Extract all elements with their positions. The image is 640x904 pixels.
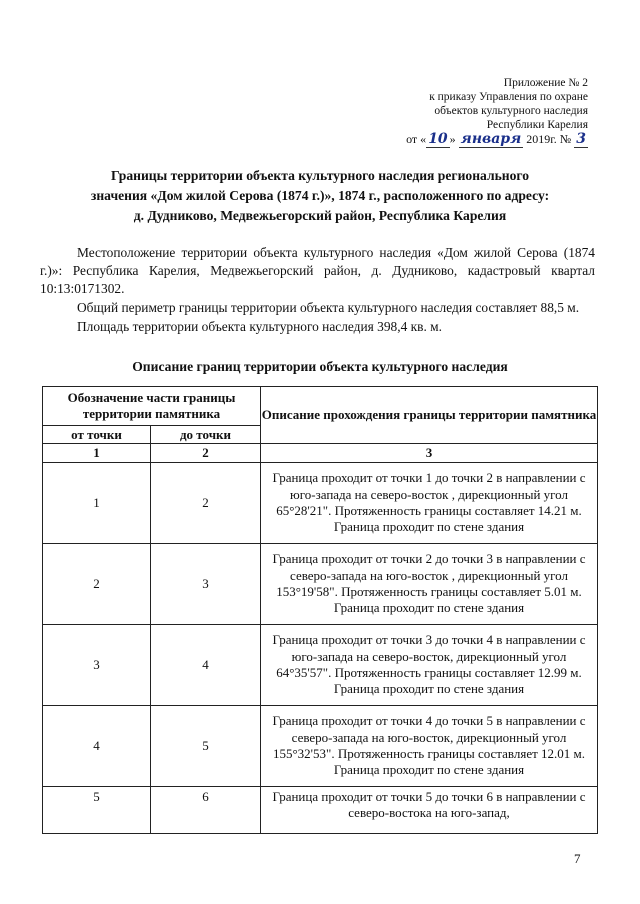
header-boundary-description: Описание прохождения границы территории памятника	[261, 387, 598, 444]
title-line-2: значения «Дом жилой Серова (1874 г.)», 1874 г., расположенного по адресу:	[90, 188, 550, 203]
from-point-cell: 5	[43, 787, 151, 834]
title-line-3: д. Дудниково, Медвежьегорский район, Республика Карелия	[133, 208, 507, 223]
column-number-row	[43, 444, 598, 463]
perimeter-paragraph: Общий периметр границы территории объекта культурного наследия составляет 88,5 м.	[77, 300, 580, 315]
title-line-1: Границы территории объекта культурного наследия регионального	[110, 168, 530, 183]
order-mid: »	[449, 132, 456, 146]
boundary-description-cell: Граница проходит от точки 3 до точки 4 в направлении с юго-запада на северо-восток, дирекционный угол 64°35'57". Протяженность границы составляет 12.99 м. Граница проходит по стене здания	[261, 625, 598, 706]
table-row	[43, 463, 598, 544]
from-point-cell: 3	[43, 625, 151, 706]
table-row	[43, 544, 598, 625]
boundary-description-cell: Граница проходит от точки 1 до точки 2 в направлении с юго-запада на северо-восток , дирекционный угол 65°28'21". Протяженность границы составляет 14.21 м. Граница проходит по стене здания	[261, 463, 598, 544]
document-title	[40, 166, 600, 226]
boundary-description-cell: Граница проходит от точки 4 до точки 5 в направлении с северо-запада на юго-восток, дирекционный угол 155°32'53". Протяженность границы составляет 12.01 м. Граница проходит по стене здания	[261, 706, 598, 787]
to-point-cell: 4	[151, 625, 261, 706]
appendix-line-1: Приложение № 2	[503, 77, 588, 89]
handwritten-month: января	[460, 131, 522, 147]
table-title: Описание границ территории объекта культурного наследия	[132, 359, 508, 374]
to-point-cell: 6	[151, 787, 261, 834]
order-prefix: от «	[406, 132, 427, 146]
table-row	[43, 787, 598, 834]
boundary-description-cell: Граница проходит от точки 5 до точки 6 в направлении с северо-востока на юго-запад,	[261, 787, 598, 834]
header-from-point: от точки	[43, 426, 151, 444]
boundary-description-cell: Граница проходит от точки 2 до точки 3 в направлении с северо-запада на юго-восток , дирекционный угол 153°19'58". Протяженность границы составляет 5.01 м. Граница проходит по стене здания	[261, 544, 598, 625]
body-text	[40, 244, 595, 336]
from-point-cell: 2	[43, 544, 151, 625]
table-row	[43, 625, 598, 706]
appendix-line-2: к приказу Управления по охране	[429, 91, 588, 103]
header-to-point: до точки	[151, 426, 261, 444]
boundary-table	[42, 386, 598, 834]
from-point-cell: 1	[43, 463, 151, 544]
appendix-line-3: объектов культурного наследия	[434, 105, 588, 117]
handwritten-day: 10	[428, 131, 448, 147]
area-paragraph: Площадь территории объекта культурного наследия 398,4 кв. м.	[77, 319, 442, 334]
column-number-1: 1	[43, 444, 151, 463]
to-point-cell: 2	[151, 463, 261, 544]
appendix-header	[406, 76, 588, 146]
column-number-2: 2	[151, 444, 261, 463]
column-number-3: 3	[261, 444, 598, 463]
appendix-line-4: Республики Карелия	[486, 119, 588, 131]
handwritten-order-number: 3	[576, 131, 586, 147]
from-point-cell: 4	[43, 706, 151, 787]
header-boundary-part: Обозначение части границы территории памятника	[43, 387, 261, 426]
page-number: 7	[574, 851, 581, 866]
table-row	[43, 706, 598, 787]
location-paragraph: Местоположение территории объекта культурного наследия «Дом жилой Серова (1874 г.)»: Республика Карелия, Медвежьегорский район, д. Дудниково, кадастровый квартал 10:13:0171302.	[40, 245, 595, 296]
order-date-line	[406, 132, 588, 146]
to-point-cell: 5	[151, 706, 261, 787]
order-year: 2019г. №	[526, 132, 572, 146]
to-point-cell: 3	[151, 544, 261, 625]
